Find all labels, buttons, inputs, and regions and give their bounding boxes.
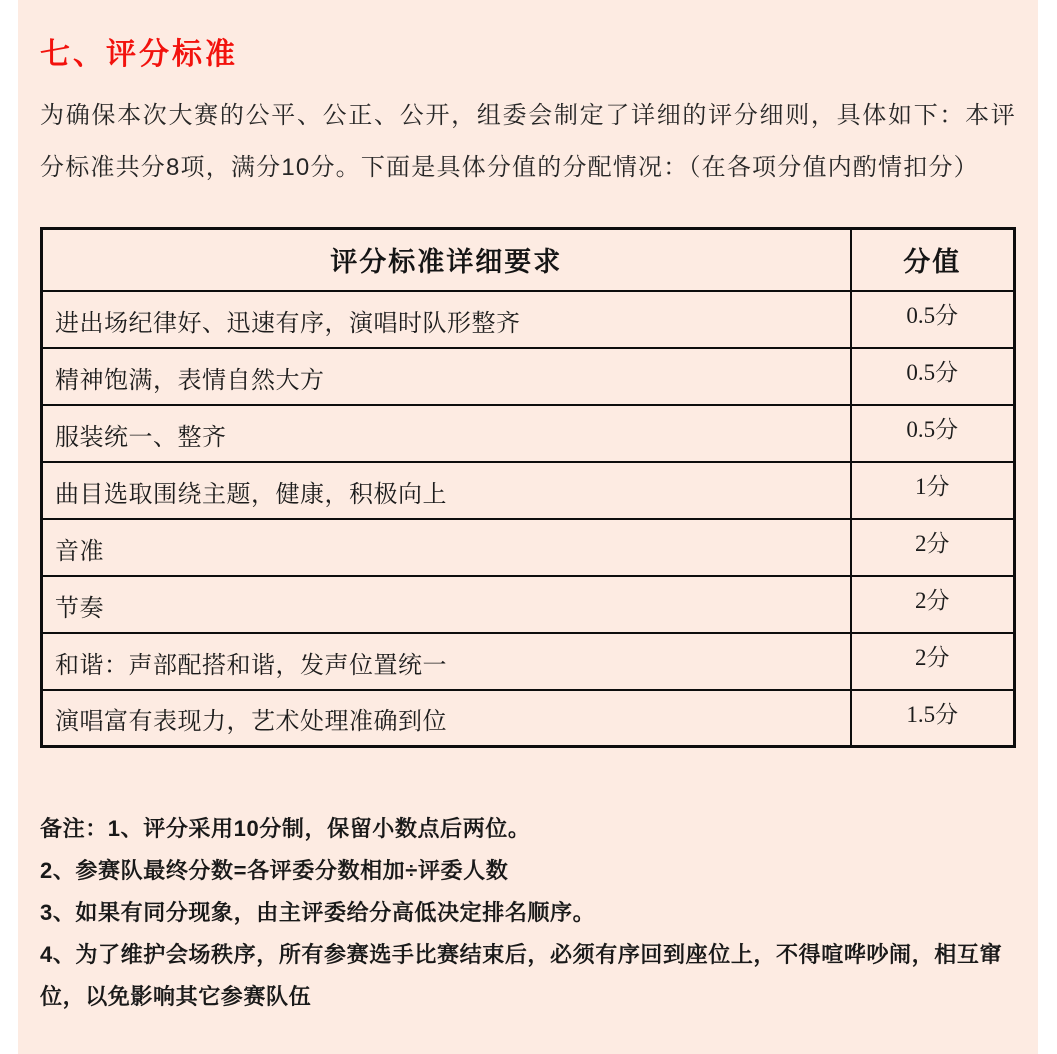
content-area — [18, 0, 1038, 1054]
score-cell: 2分 — [851, 633, 1015, 690]
score-cell: 2分 — [851, 576, 1015, 633]
table-row — [42, 633, 1015, 690]
note-line: 3、如果有同分现象，由主评委给分高低决定排名顺序。 — [40, 900, 596, 925]
criteria-column-header: 评分标准详细要求 — [42, 229, 851, 291]
section-title: 七、评分标准 — [40, 38, 238, 71]
score-cell: 2分 — [851, 519, 1015, 576]
intro-paragraph: 为确保本次大赛的公平、公正、公开，组委会制定了详细的评分细则，具体如下：本评分标准共分8项，满分10分。下面是具体分值的分配情况：（在各项分值内酌情扣分） — [40, 102, 1016, 181]
table-row — [42, 576, 1015, 633]
criteria-cell: 服装统一、整齐 — [42, 405, 851, 462]
criteria-cell: 音准 — [42, 519, 851, 576]
score-cell: 1.5分 — [851, 690, 1015, 747]
criteria-cell: 曲目选取围绕主题，健康，积极向上 — [42, 462, 851, 519]
table-row — [42, 405, 1015, 462]
criteria-cell: 演唱富有表现力，艺术处理准确到位 — [42, 690, 851, 747]
note-line: 2、参赛队最终分数=各评委分数相加÷评委人数 — [40, 858, 509, 883]
score-cell: 0.5分 — [851, 405, 1015, 462]
criteria-cell: 进出场纪律好、迅速有序，演唱时队形整齐 — [42, 291, 851, 348]
table-row — [42, 348, 1015, 405]
score-column-header: 分值 — [851, 229, 1015, 291]
table-header-row — [42, 229, 1015, 291]
criteria-cell: 和谐：声部配搭和谐，发声位置统一 — [42, 633, 851, 690]
score-table — [40, 227, 1016, 748]
table-row — [42, 291, 1015, 348]
score-cell: 0.5分 — [851, 291, 1015, 348]
table-row — [42, 519, 1015, 576]
score-cell: 1分 — [851, 462, 1015, 519]
criteria-cell: 精神饱满，表情自然大方 — [42, 348, 851, 405]
note-line: 备注：1、评分采用10分制，保留小数点后两位。 — [40, 816, 531, 841]
notes-section — [40, 808, 1016, 1018]
criteria-cell: 节奏 — [42, 576, 851, 633]
table-body — [42, 291, 1015, 747]
table-row — [42, 690, 1015, 747]
table-row — [42, 462, 1015, 519]
score-cell: 0.5分 — [851, 348, 1015, 405]
note-line: 4、为了维护会场秩序，所有参赛选手比赛结束后，必须有序回到座位上，不得喧哗吵闹，相互窜位，以免影响其它参赛队伍 — [40, 942, 1003, 1009]
